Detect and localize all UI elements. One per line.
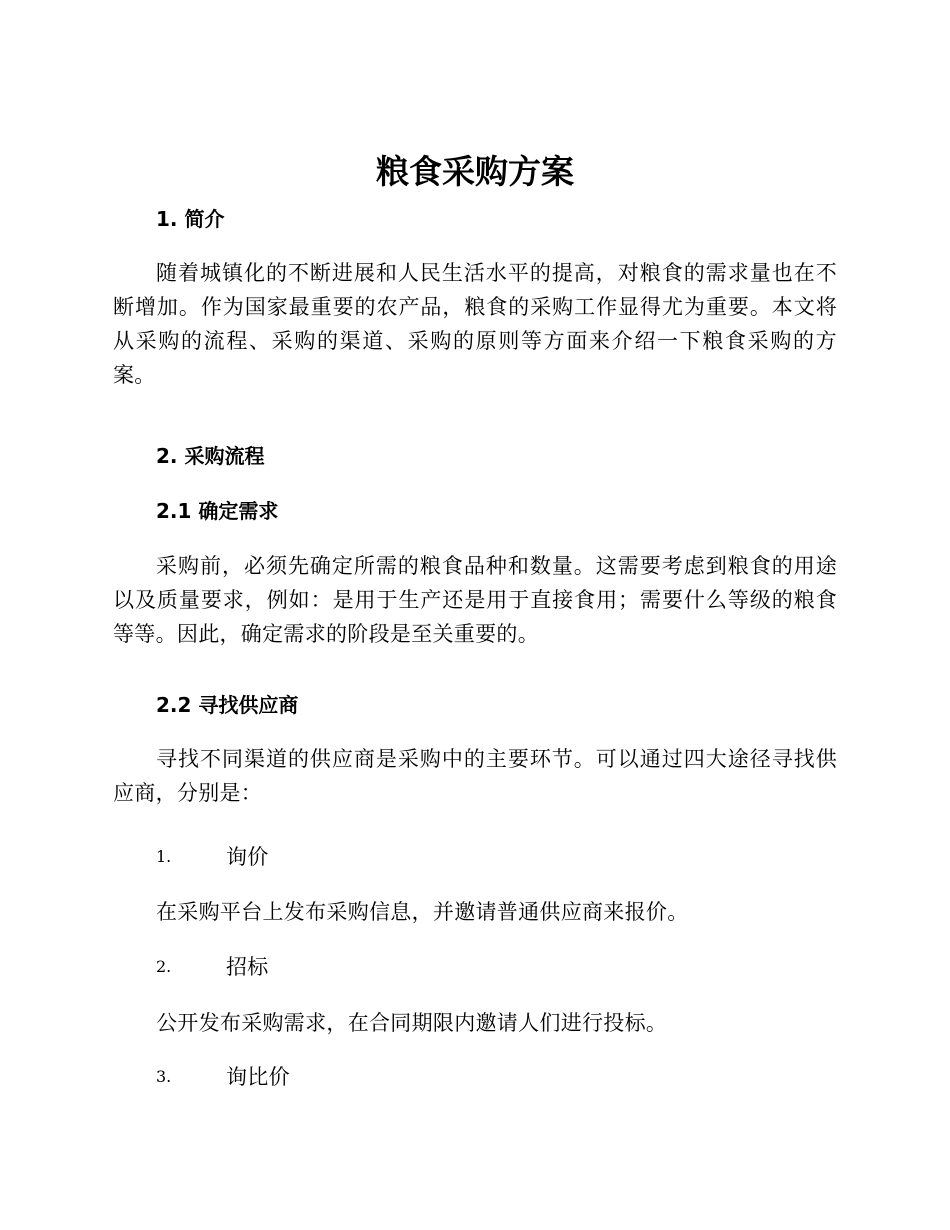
list-item-number: 1. [156, 847, 172, 866]
section-heading-process: 2. 采购流程 [156, 444, 265, 468]
intro-paragraph: 随着城镇化的不断进展和人民生活水平的提高，对粮食的需求量也在不断增加。作为国家最重要的农产品，粮食的采购工作显得尤为重要。本文将从采购的流程、采购的渠道、采购的原则等方面来介绍一下粮食采购的方案。 [113, 261, 837, 387]
list-item-description: 公开发布采购需求，在合同期限内邀请人们进行投标。 [156, 1011, 668, 1035]
section-heading-find-suppliers: 2.2 寻找供应商 [156, 693, 299, 717]
list-item-number: 3. [156, 1067, 172, 1086]
list-item-label: 招标 [226, 955, 269, 979]
determine-demand-paragraph: 采购前，必须先确定所需的粮食品种和数量。这需要考虑到粮食的用途以及质量要求，例如：是用于生产还是用于直接食用；需要什么等级的粮食等等。因此，确定需求的阶段是至关重要的。 [113, 554, 837, 646]
document-title: 粮食采购方案 [376, 152, 574, 191]
list-item-description: 在采购平台上发布采购信息，并邀请普通供应商来报价。 [156, 900, 689, 924]
section-heading-intro: 1. 简介 [156, 207, 225, 231]
list-item-label: 询价 [226, 845, 269, 869]
section-heading-determine-demand: 2.1 确定需求 [156, 499, 279, 523]
find-suppliers-paragraph: 寻找不同渠道的供应商是采购中的主要环节。可以通过四大途径寻找供应商，分别是： [113, 747, 837, 805]
list-item-number: 2. [156, 957, 172, 976]
list-item-label: 询比价 [226, 1065, 290, 1089]
